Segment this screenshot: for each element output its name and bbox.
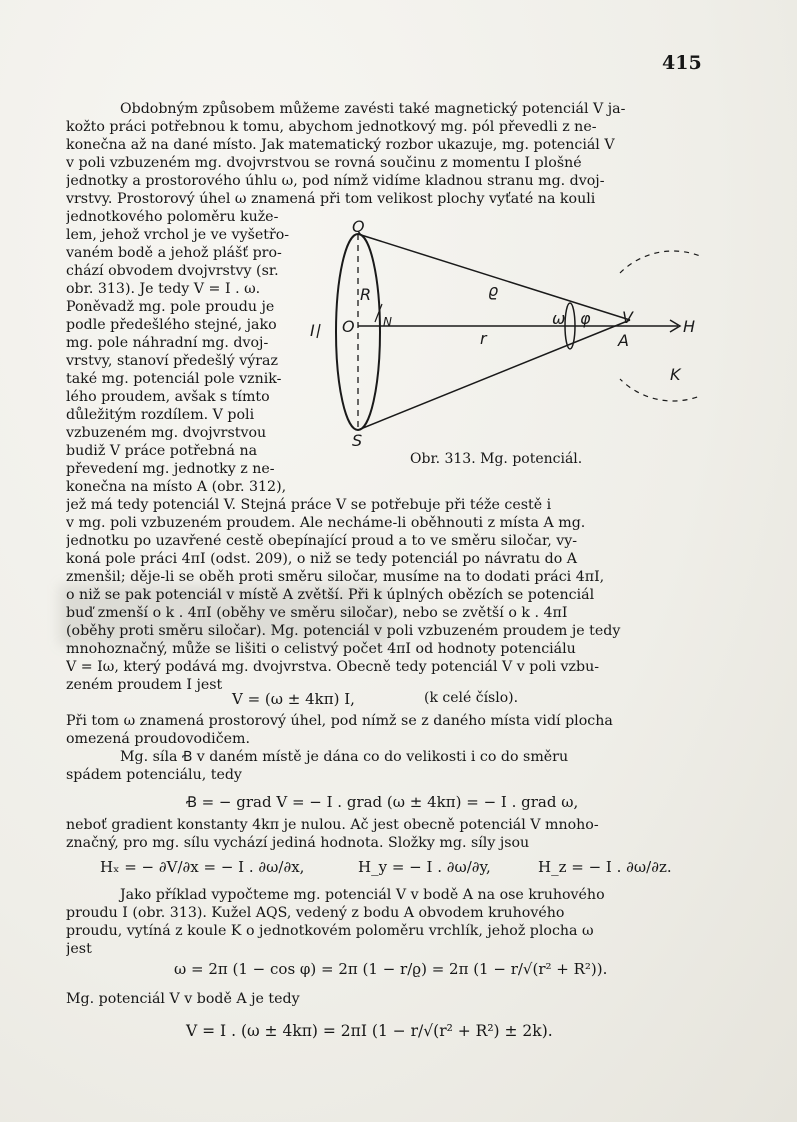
text-line: zeném proudem I jest [66, 677, 223, 693]
text-line: Obdobným způsobem můžeme zavésti také magnetický potenciál V ja- [120, 101, 626, 117]
label-phi: φ [580, 309, 591, 328]
label-rho: ϱ [488, 281, 499, 300]
text-line: V = Iω, který podává mg. dvojvrstva. Obecně tedy potenciál V v poli vzbu- [66, 659, 600, 675]
label-s: S [352, 431, 363, 450]
text-line: Při tom ω znamená prostorový úhel, pod nímž se z daného místa vidí plocha [66, 713, 613, 729]
text-line: v mg. poli vzbuzeném proudem. Ale necháme-li oběhnouti z místa A mg. [66, 515, 586, 531]
text-line: vrstvy, stanoví předešlý výraz [66, 353, 278, 369]
text-line: vzbuzeném mg. dvojvrstvou [66, 425, 267, 441]
text-line: Mg. potenciál V v bodě A je tedy [66, 991, 300, 1007]
text-line: chází obvodem dvojvrstvy (sr. [66, 263, 279, 279]
text-line: omezená proudovodičem. [66, 731, 251, 747]
text-line: proudu I (obr. 313). Kužel AQS, vedený z bodu A obvodem kruhového [66, 905, 565, 921]
label-omega: ω [552, 309, 566, 328]
label-k: K [670, 365, 681, 384]
text-line: podle předešlého stejné, jako [66, 317, 277, 333]
equation-solid-angle: ω = 2π (1 − cos φ) = 2π (1 − r/ϱ) = 2π (1 − r/√(r² + R²)). [174, 960, 608, 978]
text-line: jest [66, 941, 92, 957]
figure-313-diagram [300, 220, 700, 450]
text-line: jež má tedy potenciál V. Stejná práce V se potřebuje při téže cestě i [66, 497, 552, 513]
text-line: koná pole práci 4πI (odst. 209), o niž se tedy potenciál po návratu do A [66, 551, 578, 567]
label-r-capital: R [360, 285, 372, 304]
text-line: mnohoznačný, může se lišiti o celistvý počet 4πI od hodnoty potenciálu [66, 641, 576, 657]
label-v: V [622, 308, 633, 327]
equation-potential: V = (ω ± 4kπ) I, [232, 690, 355, 708]
label-h: H [683, 317, 696, 336]
label-i: I [310, 321, 315, 340]
equation-note: (k celé číslo). [424, 690, 519, 706]
text-line: lem, jehož vrchol je ve vyšetřo- [66, 227, 290, 243]
cone-upper-line [358, 234, 630, 320]
text-line: také mg. potenciál pole vznik- [66, 371, 282, 387]
text-line: Mg. síla Ꞗ v daném místě je dána co do velikosti i co do směru [120, 749, 569, 765]
text-line: o niž se pak potenciál v místě A zvětší. Při k úplných obězích se potenciál [66, 587, 595, 603]
text-line: Jako příklad vypočteme mg. potenciál V v bodě A na ose kruhového [120, 887, 605, 903]
equation-gradient: Ꞗ = − grad V = − I . grad (ω ± 4kπ) = − I . grad ω, [186, 793, 579, 811]
page-number: 415 [662, 52, 702, 74]
text-line: jednotky a prostorového úhlu ω, pod nímž vidíme kladnou stranu mg. dvoj- [66, 173, 605, 189]
text-line: důležitým rozdílem. V poli [66, 407, 255, 423]
text-line: budiž V práce potřebná na [66, 443, 258, 459]
text-line: buď zmenší o k . 4πI (oběhy ve směru siločar), nebo se zvětší o k . 4πI [66, 605, 568, 621]
label-r: r [480, 329, 487, 348]
equation-hz: H_z = − I . ∂ω/∂z. [538, 858, 672, 876]
figure-caption: Obr. 313. Mg. potenciál. [410, 451, 583, 467]
text-line: značný, pro mg. sílu vychází jediná hodnota. Složky mg. síly jsou [66, 835, 530, 851]
text-line: zmenšil; děje-li se oběh proti směru siločar, musíme na to dodati práci 4πI, [66, 569, 605, 585]
text-line: proudu, vytíná z koule K o jednotkovém poloměru vrchlík, jehož plocha ω [66, 923, 594, 939]
text-line: mg. pole náhradní mg. dvoj- [66, 335, 269, 351]
label-o: O [342, 317, 355, 336]
current-direction-icon [317, 324, 320, 338]
label-n: N [383, 315, 392, 329]
equation-hy: H_y = − I . ∂ω/∂y, [358, 858, 491, 876]
text-line: lého proudem, avšak s tímto [66, 389, 270, 405]
label-q: Q [352, 220, 365, 236]
text-line: vaném bodě a jehož plášť pro- [66, 245, 282, 261]
equation-hx: Hₓ = − ∂V/∂x = − I . ∂ω/∂x, [100, 858, 305, 876]
label-a: A [618, 331, 629, 350]
text-line: jednotkového poloměru kuže- [66, 209, 279, 225]
text-line: konečna na místo A (obr. 312), [66, 479, 287, 495]
text-line: kožto práci potřebnou k tomu, abychom jednotkový mg. pól převedli z ne- [66, 119, 597, 135]
text-line: obr. 313). Je tedy V = I . ω. [66, 281, 261, 297]
text-line: spádem potenciálu, tedy [66, 767, 242, 783]
text-line: vrstvy. Prostorový úhel ω znamená při tom velikost plochy vyťaté na kouli [66, 191, 596, 207]
text-line: Poněvadž mg. pole proudu je [66, 299, 275, 315]
text-line: v poli vzbuzeném mg. dvojvrstvou se rovná součinu z momentu I plošné [66, 155, 582, 171]
equation-result: V = I . (ω ± 4kπ) = 2πI (1 − r/√(r² + R²) ± 2k). [186, 1022, 553, 1040]
text-line: konečna až na dané místo. Jak matematický rozbor ukazuje, mg. potenciál V [66, 137, 615, 153]
cone-lower-line [358, 320, 630, 430]
text-line: jednotku po uzavřené cestě obepínající proud a to ve směru siločar, vy- [66, 533, 578, 549]
text-line: (oběhy proti směru siločar). Mg. potenciál v poli vzbuzeném proudem je tedy [66, 623, 621, 639]
text-line: převedení mg. jednotky z ne- [66, 461, 275, 477]
text-line: neboť gradient konstanty 4kπ je nulou. Ač jest obecně potenciál V mnoho- [66, 817, 599, 833]
